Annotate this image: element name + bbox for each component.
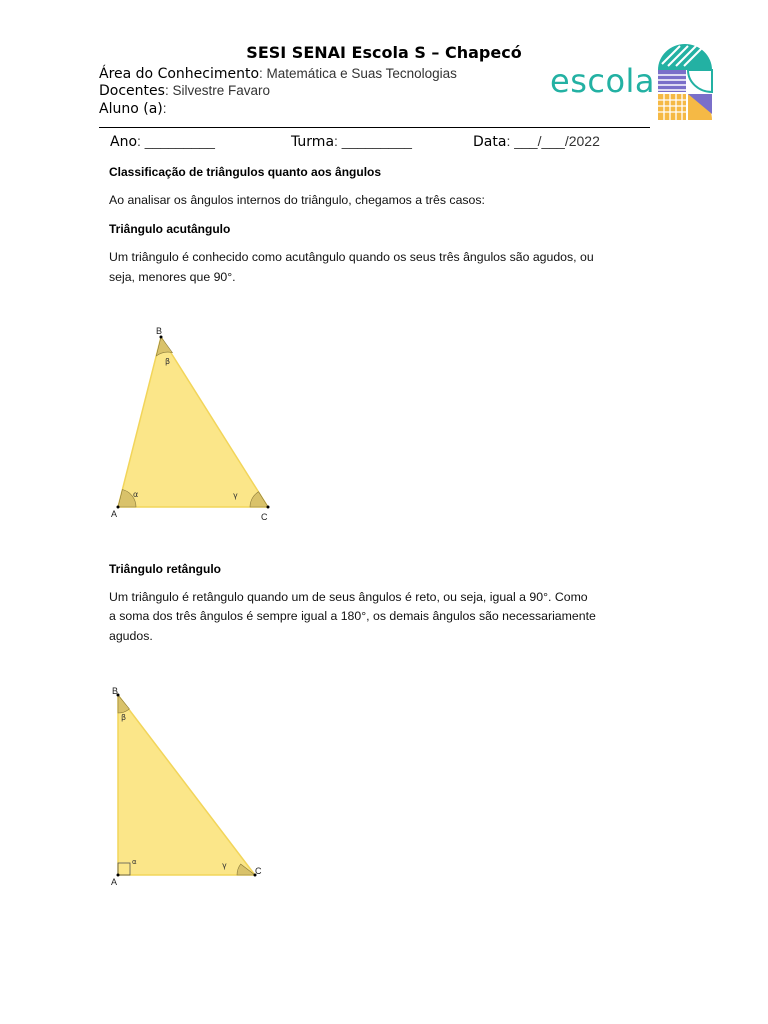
ano-value: : _________ — [137, 133, 215, 149]
gamma-label: γ — [233, 491, 238, 500]
escola-logo-icon — [654, 44, 714, 122]
data-label: Data — [473, 134, 507, 150]
right-triangle-shape — [118, 695, 255, 875]
right-text-line-1: Um triângulo é retângulo quando um de seus ângulos é reto, ou seja, igual a 90°. Como — [109, 590, 588, 604]
area-line — [99, 65, 457, 83]
document-title: SESI SENAI Escola S – Chapecó — [246, 43, 522, 62]
vertex-b-label: B — [112, 686, 119, 696]
vertex-b-label: B — [156, 326, 163, 336]
docentes-value: : Silvestre Favaro — [164, 83, 270, 98]
vertex-a-label: A — [111, 509, 118, 519]
data-field — [473, 133, 600, 150]
vertex-c-label: C — [261, 512, 268, 522]
alpha-label: α — [132, 858, 137, 866]
area-label: Área do Conhecimento — [99, 66, 260, 82]
right-text-line-2: a soma dos três ângulos é sempre igual a 180°, os demais ângulos são necessariamente — [109, 609, 596, 623]
vertex-c-point — [267, 506, 270, 509]
acute-text-line-1: Um triângulo é conhecido como acutângulo quando os seus três ângulos são agudos, ou — [109, 250, 594, 264]
ano-field — [110, 133, 215, 150]
beta-label: β — [121, 713, 127, 722]
ano-label: Ano — [110, 134, 138, 150]
right-triangle-figure — [100, 682, 280, 892]
docentes-label: Docentes — [99, 83, 165, 99]
section-heading: Classificação de triângulos quanto aos ângulos — [109, 165, 382, 179]
turma-field — [291, 133, 412, 150]
right-text-line-3: agudos. — [109, 629, 153, 643]
data-value: : ___/___/2022 — [506, 133, 600, 149]
aluno-label: Aluno (a) — [99, 101, 163, 117]
turma-value: : _________ — [334, 133, 412, 149]
right-title: Triângulo retângulo — [109, 562, 222, 576]
vertex-c-label: C — [255, 866, 262, 876]
header-divider — [99, 127, 650, 128]
intro-text: Ao analisar os ângulos internos do triângulo, chegamos a três casos: — [109, 193, 485, 207]
alpha-label: α — [133, 490, 139, 499]
docentes-line — [99, 82, 270, 100]
beta-label: β — [165, 357, 171, 366]
turma-label: Turma — [291, 134, 335, 150]
acute-text-line-2: seja, menores que 90°. — [109, 270, 236, 284]
gamma-label: γ — [222, 861, 227, 870]
acute-triangle-shape — [118, 337, 268, 507]
aluno-value: : — [162, 101, 167, 116]
area-value: : Matemática e Suas Tecnologias — [259, 66, 457, 81]
vertex-a-label: A — [111, 877, 118, 887]
acute-title: Triângulo acutângulo — [109, 222, 231, 236]
beta-angle-arc — [118, 695, 129, 713]
aluno-line — [99, 100, 167, 118]
acute-triangle-figure — [100, 320, 280, 525]
escola-logo-text: escola — [550, 62, 656, 100]
